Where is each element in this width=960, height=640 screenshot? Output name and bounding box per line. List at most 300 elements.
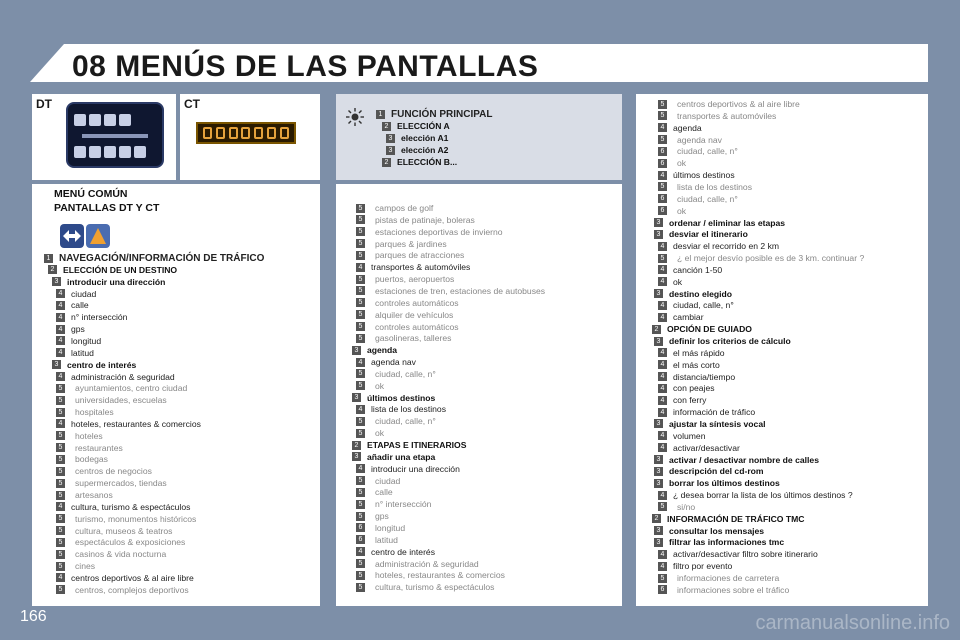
level-badge: 4 [658,372,667,381]
list-item-label: turismo, monumentos históricos [75,513,197,524]
list-item-label: ciudad, calle, n° [375,416,436,427]
common-menu-subtitle: PANTALLAS DT Y CT [54,202,160,214]
level-badge: 5 [56,408,65,417]
list-item [56,525,172,537]
level-badge: 4 [356,358,365,367]
list-item-label: desviar el itinerario [669,229,748,240]
list-item [56,288,96,300]
list-item-label: hoteles, restaurantes & comercios [375,570,505,581]
level-badge: 4 [658,171,667,180]
ct-screen-image [196,122,296,144]
level-badge: 4 [658,360,667,369]
level-badge: 3 [352,393,361,402]
level-badge: 5 [658,111,667,120]
level-badge: 5 [356,286,365,295]
list-item-label: transportes & automóviles [371,262,471,273]
list-item [56,489,113,501]
list-item [658,205,686,217]
column-3-panel [636,94,928,606]
level-badge: 4 [56,289,65,298]
list-item [654,418,766,430]
level-badge: 3 [386,146,395,155]
list-item-label: gps [71,324,85,335]
list-item [356,261,470,273]
level-badge: 5 [56,538,65,547]
level-badge: 4 [658,123,667,132]
level-badge: 5 [356,334,365,343]
list-item [352,344,397,356]
level-badge: 5 [56,443,65,452]
list-item [658,371,735,383]
list-item-label: si/no [677,501,696,512]
level-badge: 5 [56,491,65,500]
level-badge: 5 [658,135,667,144]
list-item [356,202,433,214]
list-item [356,368,436,380]
list-item-label: cultura, turismo & espectáculos [375,582,495,593]
level-badge: 4 [658,396,667,405]
list-item [654,536,784,548]
level-badge: 5 [56,396,65,405]
list-item [356,273,454,285]
list-item [356,380,384,392]
level-badge: 4 [658,550,667,559]
list-item-label: hospitales [75,407,114,418]
list-item-label: estaciones deportivas de invierno [375,226,503,237]
list-item-label: filtro por evento [673,561,733,572]
list-item-label: administración & seguridad [375,558,479,569]
list-item [658,240,779,252]
list-item-label: restaurantes [75,442,123,453]
list-item-label: controles automáticos [375,297,459,308]
level-badge: 5 [356,239,365,248]
list-item-label: ¿ desea borrar la lista de los últimos destinos ? [673,490,853,501]
level-badge: 4 [56,502,65,511]
list-item-label: estaciones de tren, estaciones de autobuses [375,285,546,296]
list-item [56,418,201,430]
list-item [652,513,805,525]
list-item [386,144,448,156]
list-item-label: centro de interés [67,359,137,370]
list-item-label: agenda [367,345,398,356]
list-item [658,276,682,288]
list-item [356,249,464,261]
level-badge: 3 [352,346,361,355]
list-item-label: activar / desactivar nombre de calles [669,454,819,465]
level-badge: 5 [356,559,365,568]
level-badge: 2 [652,514,661,523]
level-badge: 5 [356,476,365,485]
list-item-label: informaciones de carretera [677,573,780,583]
list-item-label: ciudad, calle, n° [677,193,738,204]
level-badge: 4 [56,348,65,357]
level-badge: 4 [56,336,65,345]
dt-screen-image [66,102,164,168]
list-item [56,347,94,359]
list-item-label: n° intersección [71,312,128,323]
list-item-label: activar/desactivar filtro sobre itinerario [673,549,818,560]
list-item [56,501,190,513]
list-item [356,403,446,415]
list-item-label: ok [677,205,687,216]
level-badge: 5 [56,479,65,488]
list-item-label: ciudad, calle, n° [677,146,738,157]
level-badge: 6 [658,206,667,215]
list-item-label: con ferry [673,395,707,406]
level-badge: 6 [356,523,365,532]
list-item-label: espectáculos & exposiciones [75,537,186,548]
level-badge: 1 [44,254,53,263]
list-item [356,415,436,427]
level-badge: 4 [56,419,65,428]
list-item-label: cultura, turismo & espectáculos [71,501,191,512]
list-item-label: hoteles [75,430,103,441]
list-item-label: volumen [673,430,706,441]
list-item [356,238,447,250]
level-badge: 4 [56,301,65,310]
level-badge: 6 [658,585,667,594]
list-item-label: supermercados, tiendas [75,478,167,489]
list-item-label: filtrar las informaciones tmc [669,537,785,548]
list-item [56,371,175,383]
level-badge: 5 [356,227,365,236]
list-item-label: longitud [71,335,102,346]
list-item [658,382,715,394]
list-item [56,536,185,548]
list-item [56,453,108,465]
list-item-label: canción 1-50 [673,264,723,275]
level-badge: 5 [356,275,365,284]
list-item-label: añadir una etapa [367,451,436,462]
list-item [56,465,152,477]
level-badge: 5 [56,562,65,571]
list-item-label: ELECCIÓN B... [397,157,458,167]
list-item [658,193,738,205]
list-item [56,323,85,335]
list-item-label: el más corto [673,359,720,370]
ct-label: CT [184,97,200,111]
list-item-label: ¿ el mejor desvío posible es de 3 km. continuar ? [677,253,865,264]
list-item [56,311,127,323]
level-badge: 5 [56,550,65,559]
traffic-info-icon [86,224,110,248]
level-badge: 4 [658,313,667,322]
level-badge: 5 [56,526,65,535]
list-item [44,252,264,264]
level-badge: 5 [356,215,365,224]
list-item-label: parques de atracciones [375,250,465,261]
level-badge: 3 [654,289,663,298]
level-badge: 5 [658,254,667,263]
list-item-label: hoteles, restaurantes & comercios [71,418,201,429]
level-badge: 5 [56,384,65,393]
level-badge: 5 [56,514,65,523]
level-badge: 5 [56,585,65,594]
list-item-label: últimos destinos [367,392,436,403]
list-item-label: elección A2 [401,145,449,155]
list-item-label: cines [75,561,96,572]
list-item-label: gps [375,511,389,522]
level-badge: 1 [376,110,385,119]
list-item-label: ciudad [375,475,401,486]
list-item [356,475,400,487]
list-item [658,442,740,454]
level-badge: 4 [56,313,65,322]
list-item-label: artesanos [75,490,113,500]
list-item [56,406,114,418]
column-2-list [354,202,620,602]
list-item-label: ELECCIÓN A [397,121,450,131]
list-item [356,297,459,309]
legend-list [376,106,616,176]
level-badge: 5 [356,251,365,260]
common-menu-title: MENÚ COMÚN [54,188,128,200]
list-item-label: introducir una dirección [371,463,460,474]
level-badge: 5 [356,500,365,509]
list-item-label: ciudad [71,288,97,299]
list-item [56,513,196,525]
level-badge: 5 [658,574,667,583]
list-item-label: FUNCIÓN PRINCIPAL [391,108,493,120]
level-badge: 5 [56,455,65,464]
list-item-label: desviar el recorrido en 2 km [673,241,780,252]
list-item [658,560,732,572]
list-item-label: ok [375,380,385,391]
list-item [356,309,453,321]
level-badge: 5 [56,467,65,476]
list-item [654,477,780,489]
level-badge: 5 [356,417,365,426]
list-item-label: casinos & vida nocturna [75,549,167,560]
list-item [56,430,103,442]
level-badge: 5 [356,381,365,390]
list-item [356,510,389,522]
level-badge: 2 [382,158,391,167]
level-badge: 4 [658,384,667,393]
level-badge: 2 [382,122,391,131]
level-badge: 4 [658,443,667,452]
page-number: 166 [20,608,47,625]
legend-panel [336,94,622,180]
level-badge: 4 [658,348,667,357]
level-badge: 5 [658,182,667,191]
level-badge: 5 [356,571,365,580]
list-item [658,299,734,311]
list-item [652,323,752,335]
list-item-label: lista de los destinos [677,181,752,192]
level-badge: 4 [356,263,365,272]
list-item [356,569,505,581]
list-item-label: ETAPAS E ITINERARIOS [367,440,467,450]
list-item [658,394,706,406]
list-item [658,169,735,181]
list-item [56,572,194,584]
list-item-label: cambiar [673,312,704,323]
level-badge: 4 [658,265,667,274]
list-item-label: bodegas [75,454,108,465]
list-item-label: puertos, aeropuertos [375,274,455,285]
level-badge: 4 [658,277,667,286]
level-badge: 5 [356,512,365,521]
list-item [356,321,459,333]
list-item [352,439,466,451]
list-item [654,335,791,347]
list-item [658,145,738,157]
list-item [52,276,165,288]
list-item [356,534,398,546]
level-badge: 5 [356,369,365,378]
list-item-label: elección A1 [401,133,449,143]
list-item [658,584,789,596]
list-item [356,356,416,368]
list-item [382,156,457,168]
list-item-label: agenda nav [371,357,416,368]
list-item [658,347,725,359]
list-item-label: activar/desactivar [673,442,740,453]
list-item-label: ordenar / eliminar las etapas [669,217,786,228]
list-item [658,406,755,418]
list-item [658,134,722,146]
list-item-label: borrar los últimos destinos [669,478,780,489]
list-item-label: últimos destinos [673,170,735,181]
level-badge: 4 [658,431,667,440]
list-item [356,332,451,344]
level-badge: 4 [356,547,365,556]
list-item [356,522,405,534]
level-badge: 6 [658,194,667,203]
list-item [658,430,705,442]
list-item-label: latitud [375,534,398,545]
level-badge: 5 [356,310,365,319]
list-item [56,477,167,489]
level-badge: 4 [56,573,65,582]
list-item [658,311,704,323]
list-item-label: calle [71,300,89,311]
list-item [56,584,189,596]
level-badge: 4 [56,325,65,334]
level-badge: 6 [356,535,365,544]
level-badge: 3 [654,479,663,488]
list-item [658,98,800,110]
list-item [658,359,720,371]
level-badge: 5 [356,298,365,307]
list-item [352,451,435,463]
level-badge: 5 [356,204,365,213]
list-item [658,181,752,193]
list-item [56,394,167,406]
list-item-label: controles automáticos [375,321,459,332]
list-item [658,501,695,513]
list-item-label: distancia/tiempo [673,371,736,382]
level-badge: 3 [654,337,663,346]
level-badge: 3 [352,452,361,461]
list-item-label: alquiler de vehículos [375,309,454,320]
level-badge: 5 [658,502,667,511]
list-item-label: centros de negocios [75,466,152,477]
list-item [56,335,101,347]
list-item [658,572,779,584]
list-item-label: agenda [673,122,702,133]
level-badge: 5 [356,322,365,331]
list-item-label: agenda nav [677,134,722,145]
level-badge: 4 [356,464,365,473]
list-item-label: universidades, escuelas [75,395,167,406]
list-item-label: con peajes [673,383,715,394]
level-badge: 6 [658,159,667,168]
level-badge: 2 [48,265,57,274]
list-item-label: parques & jardines [375,238,447,249]
list-item [356,486,393,498]
list-item-label: centro de interés [371,546,436,557]
list-item-label: OPCIÓN DE GUIADO [667,324,752,335]
list-item [654,454,819,466]
list-item-label: el más rápido [673,347,725,358]
list-item-label: NAVEGACIÓN/INFORMACIÓN DE TRÁFICO [59,252,265,264]
list-item-label: centros, complejos deportivos [75,584,189,595]
level-badge: 3 [52,360,61,369]
navigation-icon [60,224,84,248]
list-item-label: administración & seguridad [71,371,175,382]
list-item-label: cultura, museos & teatros [75,525,173,536]
list-item [658,489,853,501]
level-badge: 3 [52,277,61,286]
list-item-label: gasolineras, talleres [375,333,452,344]
list-item-label: ok [677,158,687,169]
list-item-label: longitud [375,522,406,533]
list-item-label: descripción del cd-rom [669,466,764,477]
level-badge: 6 [658,147,667,156]
list-item-label: ayuntamientos, centro ciudad [75,383,188,394]
list-item [382,120,450,132]
level-badge: 3 [654,218,663,227]
level-badge: 4 [56,372,65,381]
list-item [658,110,776,122]
list-item [654,217,785,229]
list-item-label: n° intersección [375,499,432,510]
level-badge: 3 [386,134,395,143]
list-item [356,285,545,297]
list-item-label: destino elegido [669,288,733,299]
list-item-label: informaciones sobre el tráfico [677,584,790,595]
level-badge: 4 [658,491,667,500]
list-item [356,226,503,238]
list-item-label: INFORMACIÓN DE TRÁFICO TMC [667,513,805,524]
list-item-label: pistas de patinaje, boleras [375,214,475,225]
list-item [658,264,722,276]
list-item-label: centros deportivos & al aire libre [677,99,800,109]
level-badge: 2 [652,325,661,334]
list-item-label: transportes & automóviles [677,110,777,121]
level-badge: 4 [658,408,667,417]
list-item [658,157,686,169]
column-3-list [654,96,926,602]
list-item [48,264,177,276]
list-item [654,228,748,240]
list-item [56,442,123,454]
list-item [56,560,95,572]
list-item [356,581,494,593]
level-badge: 3 [654,230,663,239]
level-badge: 5 [658,100,667,109]
list-item [356,498,431,510]
list-item-label: definir los criterios de cálculo [669,336,791,346]
level-badge: 3 [654,526,663,535]
list-item-label: campos de golf [375,203,434,213]
level-badge: 5 [56,431,65,440]
list-item-label: introducir una dirección [67,276,166,287]
list-item [356,214,475,226]
level-badge: 4 [658,242,667,251]
